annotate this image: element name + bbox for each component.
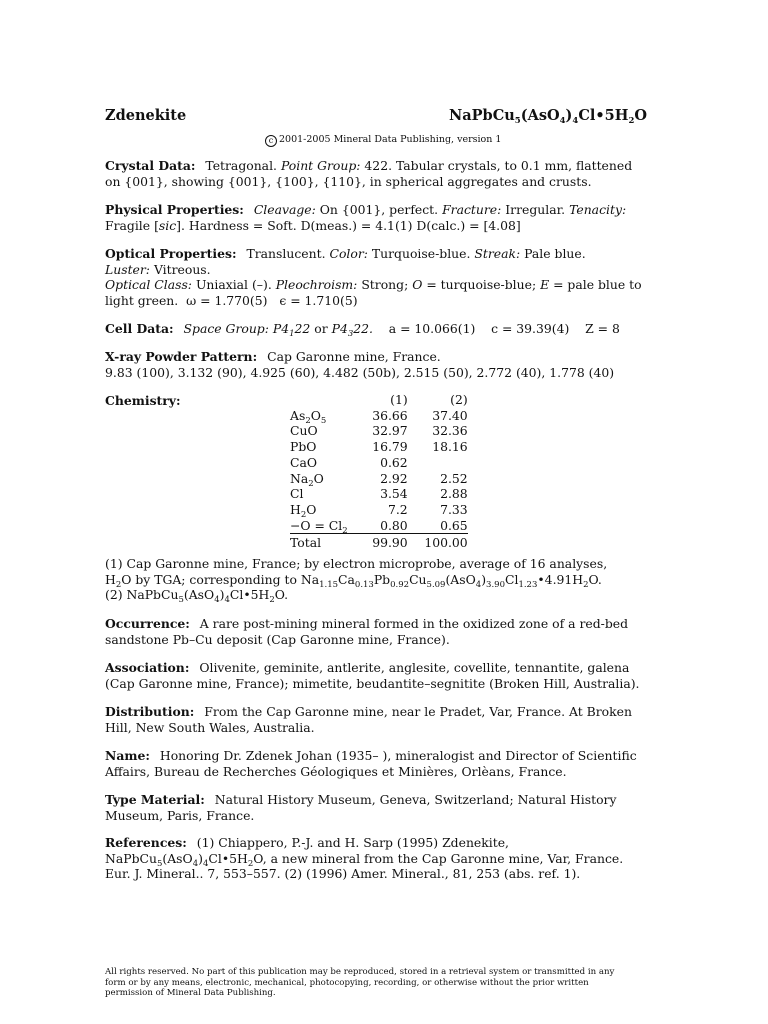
value-1-cell: 36.66: [372, 407, 408, 423]
association-section: [105, 660, 647, 691]
value-2-cell: 0.65: [440, 517, 468, 533]
name-text: Honoring Dr. Zdenek Johan (1935– ), mineralogist and Director of Scientific Affairs, Bureau de Recherches Géologiques et Minières, Orlèans, France.: [105, 748, 637, 779]
omega-value: ω = 1.770(5): [186, 292, 268, 308]
value-1-cell: 0.80: [380, 517, 408, 533]
value-1-cell: 32.97: [372, 423, 408, 439]
type-material-label: Type Material:: [105, 792, 205, 807]
table-row: [290, 408, 468, 424]
pleochroism-text3: = pale blue to light green.: [105, 277, 642, 308]
xray-locality: Cap Garonne mine, France.: [267, 349, 441, 364]
distribution-section: [105, 704, 647, 735]
streak-value: Pale blue.: [524, 246, 586, 261]
optical-text1: Translucent.: [246, 246, 326, 261]
column-2-header: (2): [450, 392, 468, 408]
crystal-data-text2: 422. Tabular crystals, to 0.1 mm, flattened on {001}, showing {001}, {100}, {110}, in spherical aggregates and crusts.: [105, 158, 633, 189]
table-row: [290, 518, 468, 534]
streak-label: Streak:: [474, 246, 521, 261]
copyright-text: 2001-2005 Mineral Data Publishing, version 1: [279, 134, 502, 145]
association-text: Olivenite, geminite, antlerite, anglesite, covellite, tennantite, galena (Cap Garonne mine, France); mimetite, beudantite–segnitite (Broken Hill, Australia).: [105, 660, 640, 691]
oxide-cell: Cl: [290, 486, 304, 502]
value-1-cell: 3.54: [380, 486, 408, 502]
color-label: Color:: [329, 246, 368, 261]
cleavage-value: On {001}, perfect.: [319, 202, 439, 217]
optical-class-value: Uniaxial (–).: [195, 277, 272, 292]
xray-lines: 9.83 (100), 3.132 (90), 4.925 (60), 4.482 (50b), 2.515 (50), 2.772 (40), 1.778 (40): [105, 364, 615, 380]
oxide-cell: PbO: [290, 439, 317, 455]
references-text: (1) Chiappero, P.-J. and H. Sarp (1995) Zdenekite, $NaPbCu_5(AsO_4)_4Cl•5H_2O$, a new mineral from the Cap Garonne mine, Var, France. Eur. J. Mineral.. 7, 553–557. (2) (1996) Amer. Mineral., 81, 253 (abs. ref. 1).: [105, 835, 624, 881]
oxide-cell: CuO: [290, 423, 318, 439]
luster-value: Vitreous.: [153, 261, 211, 277]
space-group-1: $P4_122$: [272, 321, 311, 339]
occurrence-section: [105, 616, 647, 647]
cell-c: c = 39.39(4): [491, 321, 570, 336]
copyright-icon: c: [265, 135, 277, 147]
physical-properties-label: Physical Properties:: [105, 202, 244, 217]
name-section: [105, 748, 647, 779]
table-row: [290, 502, 468, 518]
total-label: Total: [290, 534, 348, 551]
chemistry-note-1b: $H_2O$ by TGA; corresponding to $Na_{1.15}Ca_{0.13}Pb_{0.92}Cu_{5.09}(AsO_4)_{3.90}Cl_{1.23}•4.91H_2O$.: [105, 571, 602, 590]
pleo-e: E: [540, 277, 550, 292]
cell-data-label: Cell Data:: [105, 321, 174, 336]
oxide-cell: $H_2O$: [290, 501, 317, 520]
chemistry-table: [290, 392, 468, 551]
table-row: [290, 455, 468, 471]
color-value: Turquoise-blue.: [371, 246, 471, 261]
value-2-cell: 18.16: [432, 439, 468, 455]
references-section: [105, 835, 647, 882]
chemistry-notes: [105, 556, 647, 603]
value-1-cell: 0.62: [380, 454, 408, 470]
optical-class-label: Optical Class:: [105, 277, 192, 292]
table-row: [290, 423, 468, 439]
chemistry-note-2: (2) $NaPbCu_5(AsO_4)_4Cl•5H_2O$.: [105, 587, 289, 605]
total-1: 99.90: [348, 534, 408, 551]
pleo-o: O: [412, 277, 423, 292]
fracture-value: Irregular.: [505, 202, 566, 217]
type-material-text: Natural History Museum, Geneva, Switzerland; Natural History Museum, Paris, France.: [105, 792, 617, 823]
fracture-label: Fracture:: [442, 202, 502, 217]
oxide-cell: $As_2O_5$: [290, 407, 327, 426]
column-1-header: (1): [390, 392, 408, 408]
space-group-label: Space Group:: [183, 321, 269, 336]
tenacity-value: Fragile: [105, 217, 151, 233]
mineral-name: Zdenekite: [105, 107, 187, 124]
table-row: [290, 486, 468, 502]
space-group-2: $P4_322$.: [331, 321, 373, 339]
copyright-footer: All rights reserved. No part of this publication may be reproduced, stored in a retrieval system or transmitted in any form or by any means, electronic, mechanical, photocopying, recording, or otherwise without the prior written permission of Mineral Data Publishing.: [105, 967, 615, 998]
distribution-label: Distribution:: [105, 704, 195, 719]
references-label: References:: [105, 835, 187, 850]
occurrence-label: Occurrence:: [105, 616, 190, 631]
crystal-data-text1: Tetragonal.: [205, 158, 277, 173]
chemistry-label: Chemistry:: [105, 393, 181, 408]
mineral-formula: $NaPbCu_5(AsO_4)_4Cl•5H_2O$: [449, 107, 647, 126]
sic-open: [: [154, 217, 159, 233]
cell-data-section: [105, 321, 647, 337]
optical-properties-section: [105, 246, 647, 308]
value-2-cell: 7.33: [440, 501, 468, 517]
oxide-cell: CaO: [290, 454, 318, 470]
oxide-cell: $-O = Cl_2$: [290, 517, 348, 536]
chemistry-table-header: [290, 392, 468, 408]
table-row: [290, 439, 468, 455]
xray-section: [105, 349, 647, 380]
chemistry-note-1a: (1) Cap Garonne mine, France; by electron microprobe, average of 16 analyses,: [105, 556, 608, 571]
epsilon-value: ϵ = 1.710(5): [279, 292, 358, 308]
pleochroism-label: Pleochroism:: [275, 277, 358, 292]
distribution-text: From the Cap Garonne mine, near le Pradet, Var, France. At Broken Hill, New South Wales, Australia.: [105, 704, 632, 735]
pleochroism-text1: Strong;: [361, 277, 409, 292]
cleavage-label: Cleavage:: [253, 202, 316, 217]
cell-a: a = 10.066(1): [388, 321, 476, 336]
pleochroism-text2: = turquoise-blue;: [426, 277, 537, 292]
physical-properties-section: [105, 202, 647, 233]
tenacity-label: Tenacity:: [569, 202, 627, 217]
type-material-section: [105, 792, 647, 823]
luster-label: Luster:: [105, 261, 150, 277]
point-group-label: Point Group:: [280, 158, 361, 173]
value-2-cell: 2.88: [440, 486, 468, 502]
occurrence-text: A rare post-mining mineral formed in the oxidized zone of a red-bed sandstone Pb–Cu deposit (Cap Garonne mine, France).: [105, 616, 629, 647]
name-label: Name:: [105, 748, 150, 763]
hardness-density: ]. Hardness = Soft. D(meas.) = 4.1(1) D(calc.) = [4.08]: [176, 217, 521, 233]
value-2-cell: [408, 455, 468, 471]
optical-properties-label: Optical Properties:: [105, 246, 237, 261]
value-1-cell: 16.79: [372, 439, 408, 455]
oxide-cell: $Na_2O$: [290, 470, 324, 489]
value-2-cell: 32.36: [432, 423, 468, 439]
association-label: Association:: [105, 660, 190, 675]
cell-z: Z = 8: [585, 321, 620, 336]
value-1-cell: 7.2: [387, 501, 408, 517]
value-2-cell: 37.40: [432, 407, 468, 423]
value-2-cell: 2.52: [440, 470, 468, 486]
page-header: [105, 108, 647, 128]
total-2: 100.00: [408, 534, 468, 551]
total-row: [290, 534, 468, 551]
table-row: [290, 470, 468, 486]
sic-note: sic: [158, 217, 177, 233]
xray-label: X-ray Powder Pattern:: [105, 349, 258, 364]
crystal-data-section: [105, 158, 647, 189]
crystal-data-label: Crystal Data:: [105, 158, 196, 173]
value-1-cell: 2.92: [380, 470, 408, 486]
copyright-line: [265, 132, 501, 148]
space-group-or: or: [314, 321, 328, 336]
